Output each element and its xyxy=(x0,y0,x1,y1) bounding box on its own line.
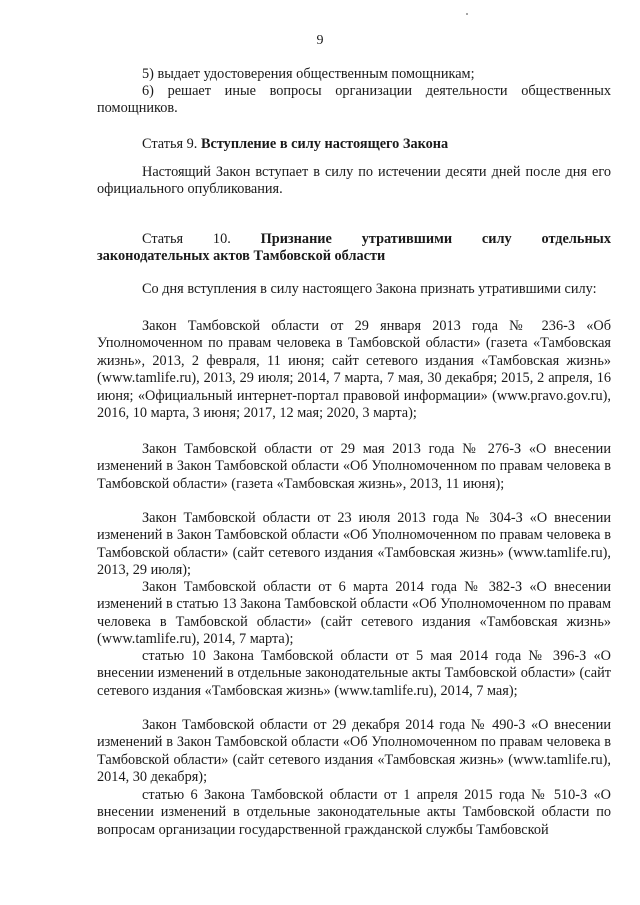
article-9-title: Вступление в силу настоящего Закона xyxy=(200,136,449,152)
article-10-title-word: отдельных xyxy=(541,231,611,247)
article-10-number: 10. xyxy=(212,231,231,247)
article-10-title-word: утратившими xyxy=(361,231,453,247)
article-10-heading-line1 xyxy=(142,231,611,248)
repealed-entry: статью 10 Закона Тамбовской области от 5 мая 2014 года № 396-З «О внесении изменений в отдельные законодательные акты Тамбовской области» (сайт сетевого издания «Тамбовская жизнь» (www.tamlife.ru), 2014, 7 мая); xyxy=(97,648,611,699)
article-10-label: Статья xyxy=(142,231,184,247)
article-10-intro: Со дня вступления в силу настоящего Закона признать утратившими силу: xyxy=(142,281,597,297)
repealed-entry: Закон Тамбовской области от 23 июля 2013 года № 304-З «О внесении изменений в Закон Тамбовской области «Об Уполномоченном по правам человека в Тамбовской области» (сайт сетевого издания «Тамбовская жизнь» (www.tamlife.ru), 2013, 29 июля); xyxy=(97,510,611,579)
article-10-heading-line2: законодательных актов Тамбовской области xyxy=(97,248,386,264)
repealed-entry: Закон Тамбовской области от 29 декабря 2014 года № 490-З «О внесении изменений в Закон Тамбовской области «Об Уполномоченном по правам человека в Тамбовской области» (сайт сетевого издания «Тамбовская жизнь» (www.tamlife.ru), 2014, 30 декабря); xyxy=(97,717,611,786)
page-number: 9 xyxy=(316,33,324,48)
scan-speck xyxy=(466,13,468,15)
repealed-entry: Закон Тамбовской области от 6 марта 2014 года № 382-З «О внесении изменений в статью 13 Закона Тамбовской области «Об Уполномоченном по правам человека в Тамбовской области» (сайт сетевого издания «Тамбовская жизнь» (www.tamlife.ru), 2014, 7 марта); xyxy=(97,579,611,648)
repealed-entry: статью 6 Закона Тамбовской области от 1 апреля 2015 года № 510-З «О внесении изменений в отдельные законодательные акты Тамбовской области по вопросам организации государственной гражданской службы Тамбовской xyxy=(97,787,611,838)
article-9-text: Настоящий Закон вступает в силу по истечении десяти дней после дня его официального опубликования. xyxy=(97,164,611,198)
repealed-entry: Закон Тамбовской области от 29 мая 2013 года № 276-З «О внесении изменений в Закон Тамбовской области «Об Уполномоченном по правам человека в Тамбовской области» (газета «Тамбовская жизнь», 2013, 11 июня); xyxy=(97,441,611,492)
article-10-title-word: силу xyxy=(481,231,512,247)
article-10-title-word: Признание xyxy=(260,231,332,247)
article-9-heading xyxy=(97,136,611,153)
list-item-6: 6) решает иные вопросы организации деятельности общественных помощников. xyxy=(97,83,611,117)
repealed-entry: Закон Тамбовской области от 29 января 2013 года № 236-З «Об Уполномоченном по правам человека в Тамбовской области» (газета «Тамбовская жизнь», 2013, 2 февраля, 11 июня; сайт сетевого издания «Тамбовская жизнь» (www.tamlife.ru), 2013, 29 июля; 2014, 7 марта, 7 мая, 30 декабря; 2015, 2 апреля, 16 июня; «Официальный интернет-портал правовой информации» (www.pravo.gov.ru), 2016, 10 марта, 3 июня; 2017, 12 мая; 2020, 3 марта); xyxy=(97,318,611,422)
article-9-label: Статья 9. xyxy=(142,136,198,152)
list-item-5: 5) выдает удостоверения общественным помощникам; xyxy=(142,66,475,82)
